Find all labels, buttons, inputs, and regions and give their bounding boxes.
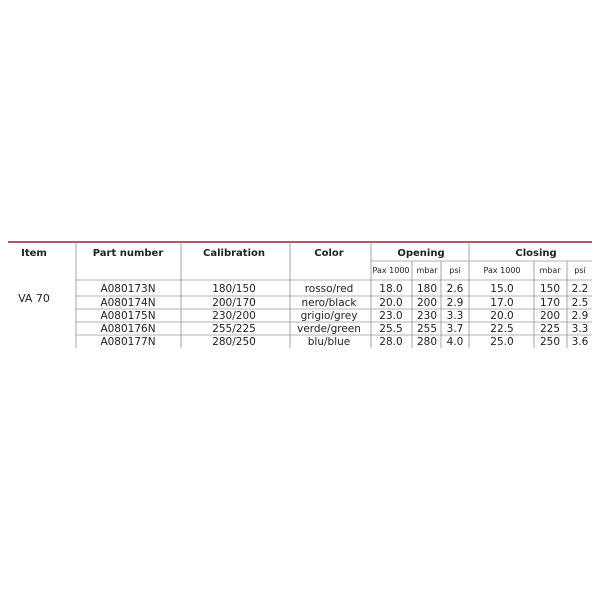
subheader-closing-mbar: mbar	[539, 266, 561, 275]
header-opening: Opening	[397, 248, 445, 259]
table-cell-closing-psi: 3.6	[571, 336, 589, 348]
table-cell-part-number: A080177N	[100, 336, 156, 348]
table-cell-opening-pax: 18.0	[379, 283, 403, 295]
table-cell-part-number: A080174N	[100, 297, 156, 309]
item-label: VA 70	[18, 292, 50, 305]
table-cell-closing-pax: 20.0	[490, 310, 514, 322]
table-cell-opening-pax: 23.0	[379, 310, 403, 322]
subheader-opening-pax: Pax 1000	[372, 266, 410, 275]
table-cell-closing-mbar: 170	[539, 297, 561, 309]
table-cell-part-number: A080176N	[100, 323, 156, 335]
subheader-opening-psi: psi	[449, 266, 461, 275]
table-cell-closing-pax: 17.0	[490, 297, 514, 309]
table-cell-closing-mbar: 150	[539, 283, 561, 295]
table-cell-closing-mbar: 225	[539, 323, 561, 335]
subheader-opening-mbar: mbar	[416, 266, 438, 275]
header-calibration: Calibration	[203, 248, 265, 259]
header-item: Item	[21, 248, 47, 259]
table-cell-closing-pax: 25.0	[490, 336, 514, 348]
subheader-closing-psi: psi	[574, 266, 586, 275]
header-part-number: Part number	[92, 248, 164, 259]
table-cell-color: rosso/red	[304, 283, 354, 295]
table-cell-opening-mbar: 255	[416, 323, 438, 335]
table-cell-opening-pax: 20.0	[379, 297, 403, 309]
table-cell-opening-psi: 2.6	[446, 283, 464, 295]
subheader-closing-pax: Pax 1000	[483, 266, 521, 275]
table-cell-opening-pax: 28.0	[379, 336, 403, 348]
table-cell-color: blu/blue	[307, 336, 351, 348]
table-cell-closing-psi: 2.9	[571, 310, 589, 322]
table-cell-color: nero/black	[301, 297, 357, 309]
table-cell-calibration: 255/225	[212, 323, 256, 335]
table-cell-closing-pax: 15.0	[490, 283, 514, 295]
table-cell-opening-psi: 3.3	[446, 310, 464, 322]
table-cell-calibration: 180/150	[212, 283, 256, 295]
table-cell-calibration: 280/250	[212, 336, 256, 348]
table-cell-part-number: A080175N	[100, 310, 156, 322]
table-cell-closing-mbar: 200	[539, 310, 561, 322]
header-closing: Closing	[515, 248, 557, 259]
header-color: Color	[314, 248, 344, 259]
table-cell-opening-mbar: 230	[416, 310, 438, 322]
table-cell-part-number: A080173N	[100, 283, 156, 295]
table-cell-opening-psi: 2.9	[446, 297, 464, 309]
table-cell-opening-psi: 3.7	[446, 323, 464, 335]
table-cell-opening-pax: 25.5	[379, 323, 403, 335]
table-cell-closing-psi: 3.3	[571, 323, 589, 335]
table-cell-color: grigio/grey	[300, 310, 358, 322]
table-cell-closing-psi: 2.5	[571, 297, 589, 309]
table-cell-calibration: 230/200	[212, 310, 256, 322]
table-cell-calibration: 200/170	[212, 297, 256, 309]
table-cell-closing-pax: 22.5	[490, 323, 514, 335]
table-cell-color: verde/green	[297, 323, 361, 335]
table-cell-closing-psi: 2.2	[571, 283, 589, 295]
table-cell-opening-mbar: 280	[416, 336, 438, 348]
table-cell-opening-mbar: 180	[416, 283, 438, 295]
table-cell-closing-mbar: 250	[539, 336, 561, 348]
table-cell-opening-mbar: 200	[416, 297, 438, 309]
table-cell-opening-psi: 4.0	[446, 336, 464, 348]
